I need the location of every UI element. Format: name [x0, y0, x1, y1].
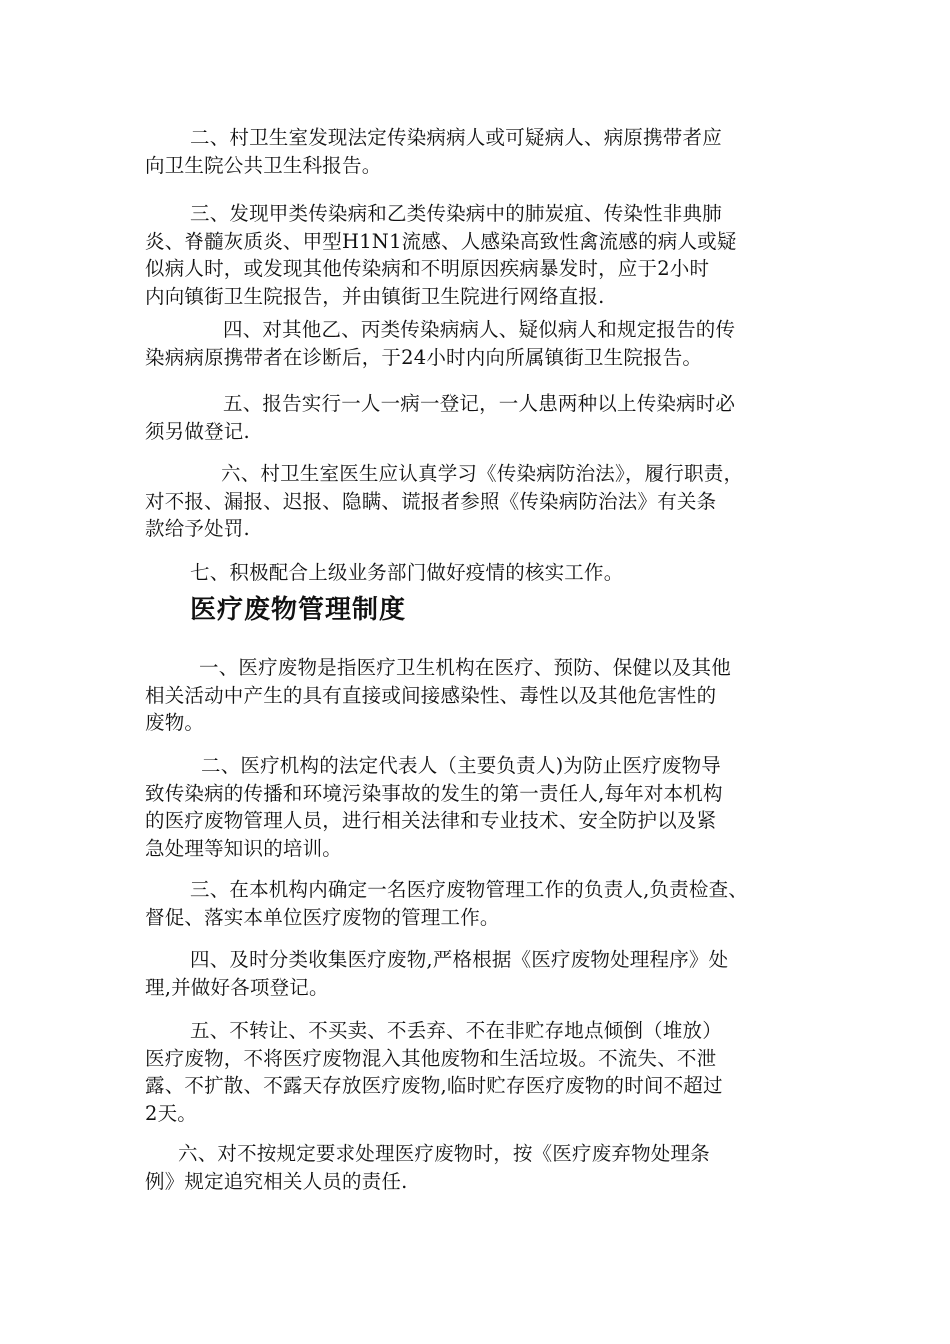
text-line: 对不报、漏报、迟报、隐瞒、谎报者参照《传染病防治法》有关条: [145, 489, 717, 513]
text-line: 督促、落实本单位医疗废物的管理工作。: [145, 905, 500, 929]
text-line: 向卫生院公共卫生科报告。: [145, 153, 382, 177]
text-line: 二、医疗机构的法定代表人（主要负责人)为防止医疗废物导: [201, 754, 722, 777]
paragraph-s1-2: [145, 124, 815, 179]
paragraph-s2-1: [145, 654, 815, 737]
text-line: 七、积极配合上级业务部门做好疫情的核实工作。: [190, 561, 624, 584]
text-line: 二、村卫生室发现法定传染病病人或可疑病人、病原携带者应: [190, 126, 722, 149]
paragraph-s2-6: [145, 1140, 815, 1195]
text-line: 三、发现甲类传染病和乙类传染病中的肺炭疽、传染性非典肺: [190, 202, 722, 225]
text-line: 的医疗废物管理人员，进行相关法律和专业技术、安全防护以及紧: [145, 809, 717, 832]
text-line: 须另做登记.: [145, 419, 250, 443]
paragraph-s1-4: [145, 316, 815, 371]
paragraph-s2-3: [145, 876, 815, 931]
text-line: 款给予处罚.: [145, 517, 250, 540]
text-line: 六、对不按规定要求处理医疗废物时，按《医疗废弃物处理条: [178, 1142, 710, 1165]
text-line: 内向镇街卫生院报告，并由镇街卫生院进行网络直报.: [145, 284, 605, 308]
text-line: 染病病原携带者在诊断后，于24小时内向所属镇街卫生院报告。: [145, 345, 703, 369]
paragraph-s1-5: [145, 390, 815, 445]
text-line: 五、不转让、不买卖、不丢弃、不在非贮存地点倾倒（堆放）: [190, 1019, 722, 1042]
paragraph-s1-3: [145, 200, 815, 310]
text-line: 三、在本机构内确定一名医疗废物管理工作的负责人,负责检查、: [190, 878, 748, 901]
text-line: 2天。: [145, 1101, 198, 1125]
text-line: 六、村卫生室医生应认真学习《传染病防治法》，履行职责，: [221, 462, 744, 485]
text-line: 五、报告实行一人一病一登记，一人患两种以上传染病时必: [223, 392, 736, 415]
text-line: 致传染病的传播和环境污染事故的发生的第一责任人,每年对本机构: [145, 781, 723, 805]
text-line: 急处理等知识的培训。: [145, 836, 343, 860]
text-line: 废物。: [145, 711, 205, 734]
section-title: 医疗废物管理制度: [190, 595, 407, 625]
paragraph-s2-2: [145, 752, 815, 862]
text-line: 一、医疗废物是指医疗卫生机构在医疗、预防、保健以及其他: [199, 656, 731, 679]
text-line: 例》规定追究相关人员的责任.: [145, 1169, 408, 1193]
paragraph-s1-7: [145, 559, 815, 587]
text-line: 理,并做好各项登记。: [145, 975, 329, 999]
paragraph-s2-4: [145, 946, 815, 1001]
paragraph-s2-5: [145, 1017, 815, 1127]
paragraph-s1-6: [145, 460, 815, 543]
text-line: 炎、脊髓灰质炎、甲型H1N1流感、人感染高致性禽流感的病人或疑: [145, 229, 737, 253]
text-line: 四、及时分类收集医疗废物,严格根据《医疗废物处理程序》处: [190, 948, 729, 971]
text-line: 似病人时，或发现其他传染病和不明原因疾病暴发时，应于2小时: [145, 257, 710, 280]
text-line: 医疗废物，不将医疗废物混入其他废物和生活垃圾。不流失、不泄: [145, 1046, 717, 1070]
text-line: 露、不扩散、不露天存放医疗废物,临时贮存医疗废物的时间不超过: [145, 1074, 723, 1097]
text-line: 相关活动中产生的具有直接或间接感染性、毒性以及其他危害性的: [145, 683, 717, 707]
text-line: 四、对其他乙、丙类传染病病人、疑似病人和规定报告的传: [223, 318, 736, 341]
